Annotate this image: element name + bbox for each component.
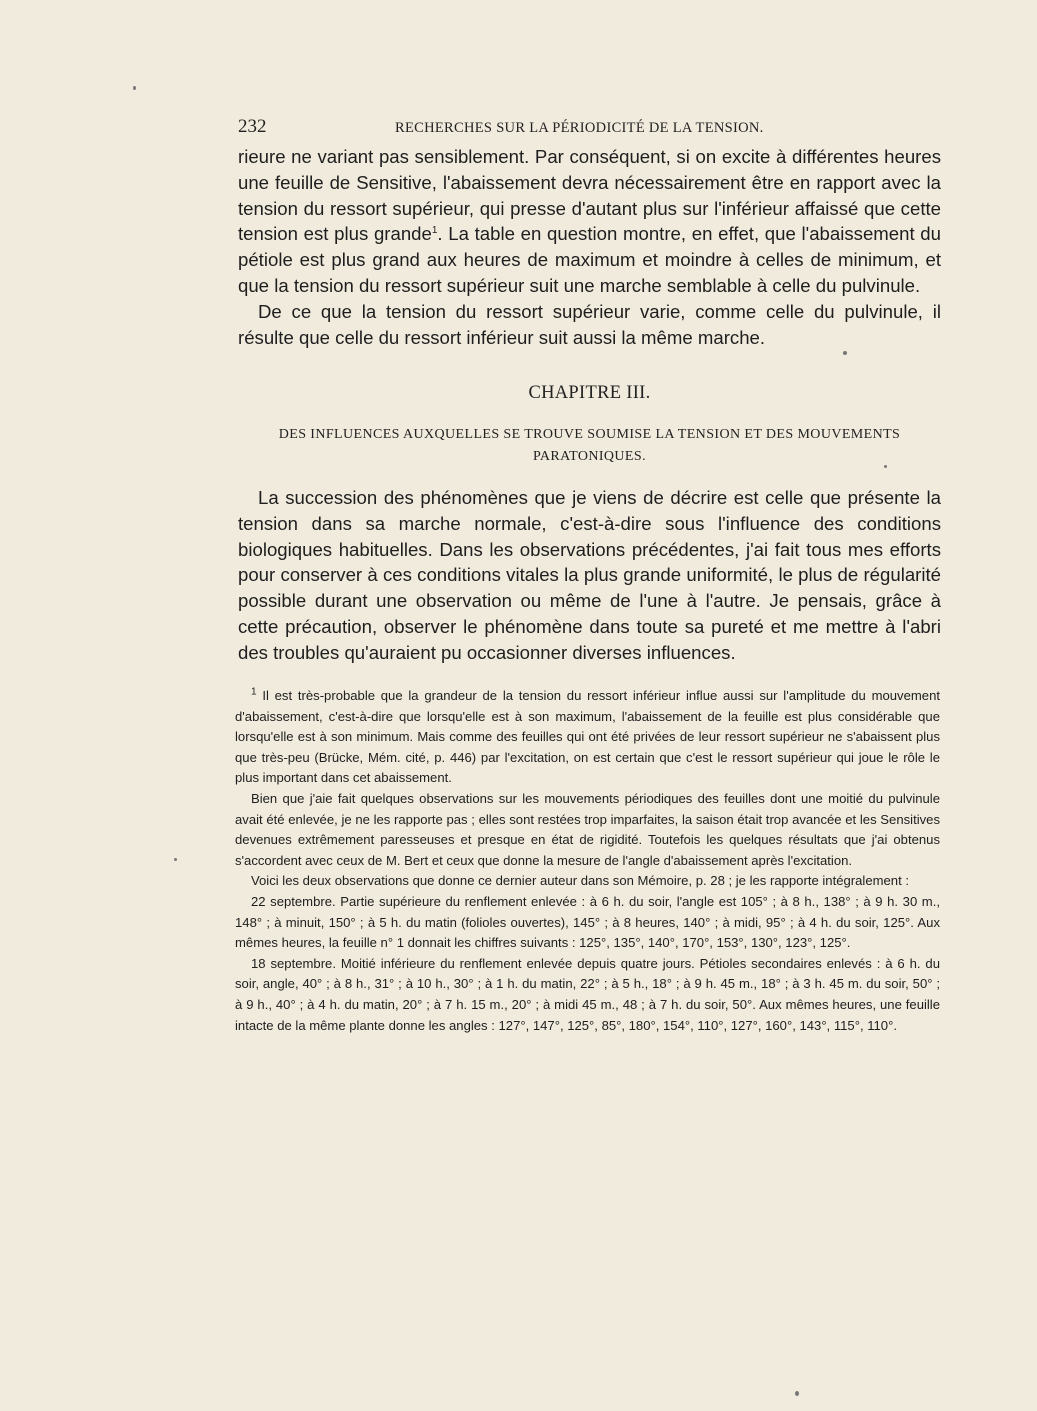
paragraph-3: La succession des phénomènes que je viens de décrire est celle que présente la tension dans sa marche normale, c'est-à-dire sous l'influence des conditions biologiques habituelles. Dans les observations précédentes, j'ai fait tous mes efforts pour conserver à ces conditions vitales la plus grande uniformité, le plus de régularité possible durant une observation ou même de l'une à l'autre. Je pensais, grâce à cette précaution, observer le phénomène dans toute sa pureté et me mettre à l'abri des troubles qu'auraient pu occasionner diverses influences. bbox=[238, 487, 941, 663]
page-header bbox=[238, 117, 940, 139]
chapter-title: CHAPITRE III. bbox=[528, 383, 651, 403]
paragraph-1-text-b: . La table en question montre, en effet, que l'abaissement du pétiole est plus grand aux heures de maximum et moindre à celles de minimum, et que la tension du ressort supérieur suit une marche semblable à celle du pulvinule. bbox=[238, 223, 941, 296]
paper-speck bbox=[843, 351, 847, 355]
paragraph-1-text-a: rieure ne variant pas sensiblement. Par conséquent, si on excite à différentes heures une feuille de Sensitive, l'abaissement devra nécessairement être en rapport avec la tension du ressort supérieur, qui presse d'autant plus sur l'inférieur affaissé que cette tension est plus grande bbox=[238, 146, 941, 245]
paper-speck bbox=[884, 465, 887, 468]
paragraph-2: De ce que la tension du ressort supérieur varie, comme celle du pulvinule, il résulte que celle du ressort inférieur suit aussi la même marche. bbox=[238, 300, 941, 348]
body-text-chapter bbox=[238, 485, 941, 666]
paper-speck bbox=[795, 1391, 799, 1396]
paragraph-1 bbox=[238, 144, 941, 299]
footnote-observation-2: 18 septembre. Moitié inférieure du renflement enlevée depuis quatre jours. Pétioles secondaires enlevés : à 6 h. du soir, angle, 40° ; à 8 h., 31° ; à 10 h., 30° ; à 1 h. du matin, 22° ; à 5 h., 18° ; à 9 h. 45 m., 18° ; à 3 h. 45 m. du soir, 50° ; à 9 h., 40° ; à 4 h. du matin, 20° ; à 7 h. 15 m., 20° ; à midi 45 m., 48 ; à 7 h. du soir, 50°. Aux mêmes heures, une feuille intacte de la même plante donne les angles : 127°, 147°, 125°, 85°, 180°, 154°, 110°, 127°, 160°, 143°, 115°, 110°. bbox=[235, 955, 940, 1033]
chapter-subtitle: DES INFLUENCES AUXQUELLES SE TROUVE SOUMISE LA TENSION ET DES MOUVEMENTS PARATONIQUES. bbox=[278, 427, 901, 464]
footnote-marker: 1 bbox=[251, 686, 257, 698]
footnote-1 bbox=[235, 686, 940, 789]
footnote-observation-1: 22 septembre. Partie supérieure du renflement enlevée : à 6 h. du soir, l'angle est 105° ; à 8 h., 138° ; à 9 h. 30 m., 148° ; à minuit, 150° ; à 5 h. du matin (folioles ouvertes), 145° ; à 8 heures, 140° ; à midi, 95° ; à 4 h. du soir, 125°. Aux mêmes heures, la feuille n° 1 donnait les chiffres suivants : 125°, 135°, 140°, 170°, 153°, 130°, 123°, 125°. bbox=[235, 893, 940, 951]
footnote-paragraph-3: Voici les deux observations que donne ce dernier auteur dans son Mémoire, p. 28 ; je les rapporte intégralement : bbox=[251, 873, 909, 889]
paper-speck bbox=[133, 86, 136, 90]
footnotes bbox=[235, 686, 940, 1036]
paper-speck bbox=[174, 858, 177, 861]
footnote-reference: 1 bbox=[431, 225, 438, 237]
running-title: RECHERCHES SUR LA PÉRIODICITÉ DE LA TENSION. bbox=[395, 120, 764, 136]
page-number: 232 bbox=[238, 116, 267, 137]
footnote-1-text: Il est très-probable que la grandeur de la tension du ressort inférieur influe aussi sur l'amplitude du mouvement d'abaissement, c'est-à-dire que lorsqu'elle est à son maximum, l'abaissement de la feuille est plus considérable que lorsqu'elle est à son minimum. Mais comme des feuilles qui ont été privées de leur ressort supérieur ne s'abaissent plus que très-peu (Brücke, Mém. cité, p. 446) par l'excitation, on est certain que c'est le ressort supérieur qui joue le rôle le plus important dans cet abaissement. bbox=[235, 688, 940, 786]
body-text-top bbox=[238, 144, 941, 350]
footnote-paragraph-2: Bien que j'aie fait quelques observations sur les mouvements périodiques des feuilles dont une moitié du pulvinule avait été enlevée, je ne les rapporte pas ; elles sont restées trop imparfaites, la saison était trop avancée et les Sensitives devenues extrêmement paresseuses et presque en état de rigidité. Toutefois les quelques résultats que j'ai obtenus s'accordent avec ceux de M. Bert et ceux que donne la mesure de l'angle d'abaissement après l'excitation. bbox=[235, 790, 940, 868]
